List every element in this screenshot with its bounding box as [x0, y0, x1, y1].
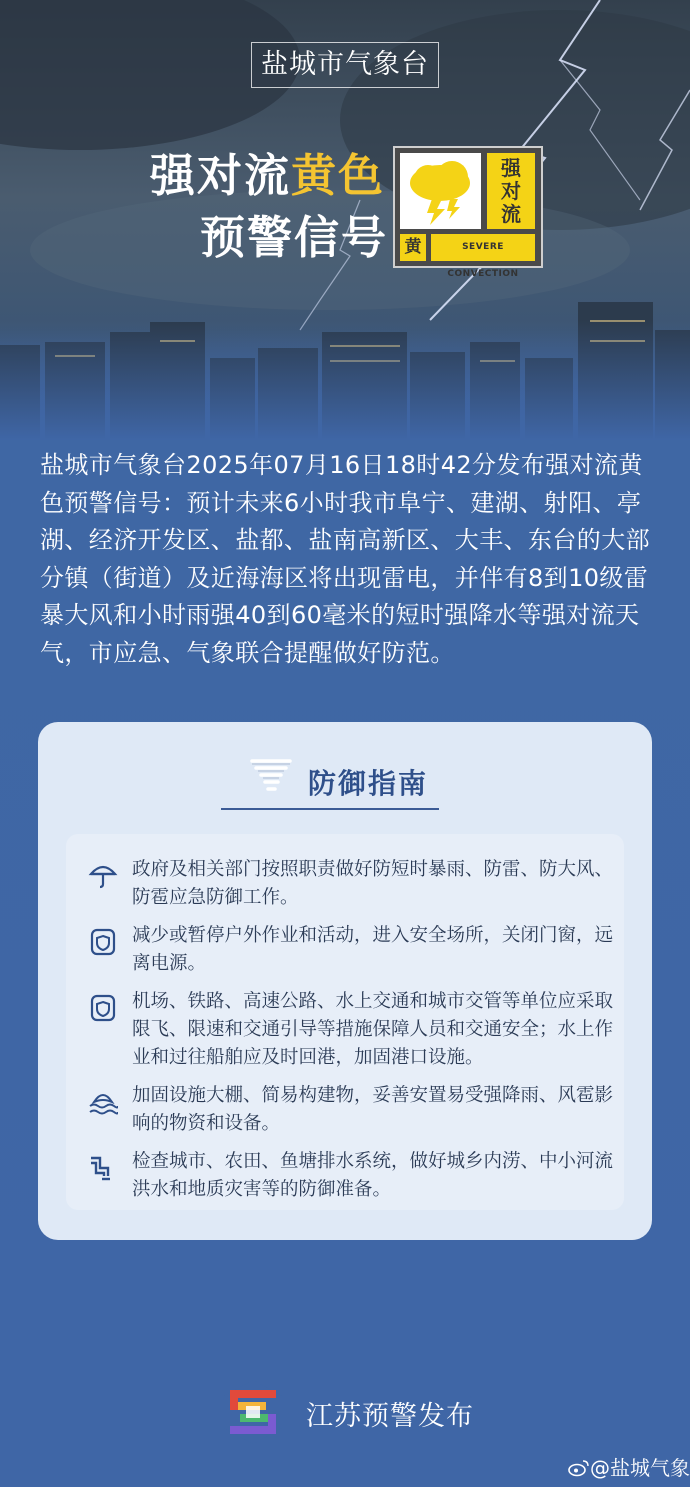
badge-char-2: 对	[501, 178, 521, 203]
weibo-icon	[568, 1459, 590, 1477]
guide-item-text: 政府及相关部门按照职责做好防短时暴雨、防雷、防大风、防雹应急防御工作。	[132, 859, 614, 908]
title-part-1: 强对流	[150, 149, 292, 202]
badge-level-char: 黄	[400, 234, 426, 261]
water-icon	[88, 1088, 118, 1116]
defense-guide-card	[38, 722, 652, 1240]
title-line-1	[150, 148, 390, 204]
weibo-handle: @盐城气象	[590, 1456, 690, 1480]
badge-type-chars	[487, 153, 535, 229]
agency-label: 盐城市气象台	[251, 42, 439, 88]
bulletin-text: 盐城市气象台2025年07月16日18时42分发布强对流黄色预警信号：预计未来6小时我市阜宁、建湖、射阳、亭湖、经济开发区、盐都、盐南高新区、大丰、东台的大部分镇（街道）及近海海区将出现雷电，并伴有8到10级雷暴大风和小时雨强40到60毫米的短时强降水等强对流天气，市应急、气象联合提醒做好防范。	[40, 451, 650, 667]
weibo-watermark	[568, 1452, 690, 1481]
tornado-icon	[248, 756, 294, 800]
storm-cityscape-image	[0, 0, 690, 440]
guide-item-text: 加固设施大棚、简易构建物，妥善安置易受强降雨、风雹影响的物资和设备。	[132, 1085, 614, 1134]
badge-char-1: 强	[501, 155, 521, 180]
badge-english-label: SEVERE CONVECTION	[431, 234, 535, 261]
guide-list	[66, 834, 624, 1210]
publisher-name: 江苏预警发布	[306, 1401, 474, 1432]
guide-item-text: 机场、铁路、高速公路、水上交通和城市交管等单位应采取限飞、限速和交通引导等措施保障人员和交通安全；水上作业和过往船舶应及时回港，加固港口设施。	[132, 991, 614, 1068]
title-line-2: 预警信号	[200, 211, 389, 264]
warning-title	[150, 148, 390, 266]
publisher-logo	[224, 1380, 282, 1448]
umbrella-icon	[88, 862, 118, 890]
title-color-highlight: 黄色	[291, 149, 386, 202]
badge-icon-panel	[400, 153, 481, 229]
guide-title-underline	[221, 808, 439, 810]
pipe-icon	[88, 1154, 118, 1182]
shield-icon	[88, 928, 118, 956]
thunderstorm-cloud-icon	[400, 153, 481, 229]
guide-item-text: 减少或暂停户外作业和活动，进入安全场所，关闭门窗，远离电源。	[132, 925, 614, 974]
guide-title: 防御指南	[308, 767, 429, 800]
shield-icon	[88, 994, 118, 1022]
badge-char-3: 流	[501, 201, 521, 226]
guide-item-text: 检查城市、农田、鱼塘排水系统，做好城乡内涝、中小河流洪水和地质灾害等的防御准备。	[132, 1151, 614, 1200]
warning-signal-badge	[393, 146, 543, 279]
